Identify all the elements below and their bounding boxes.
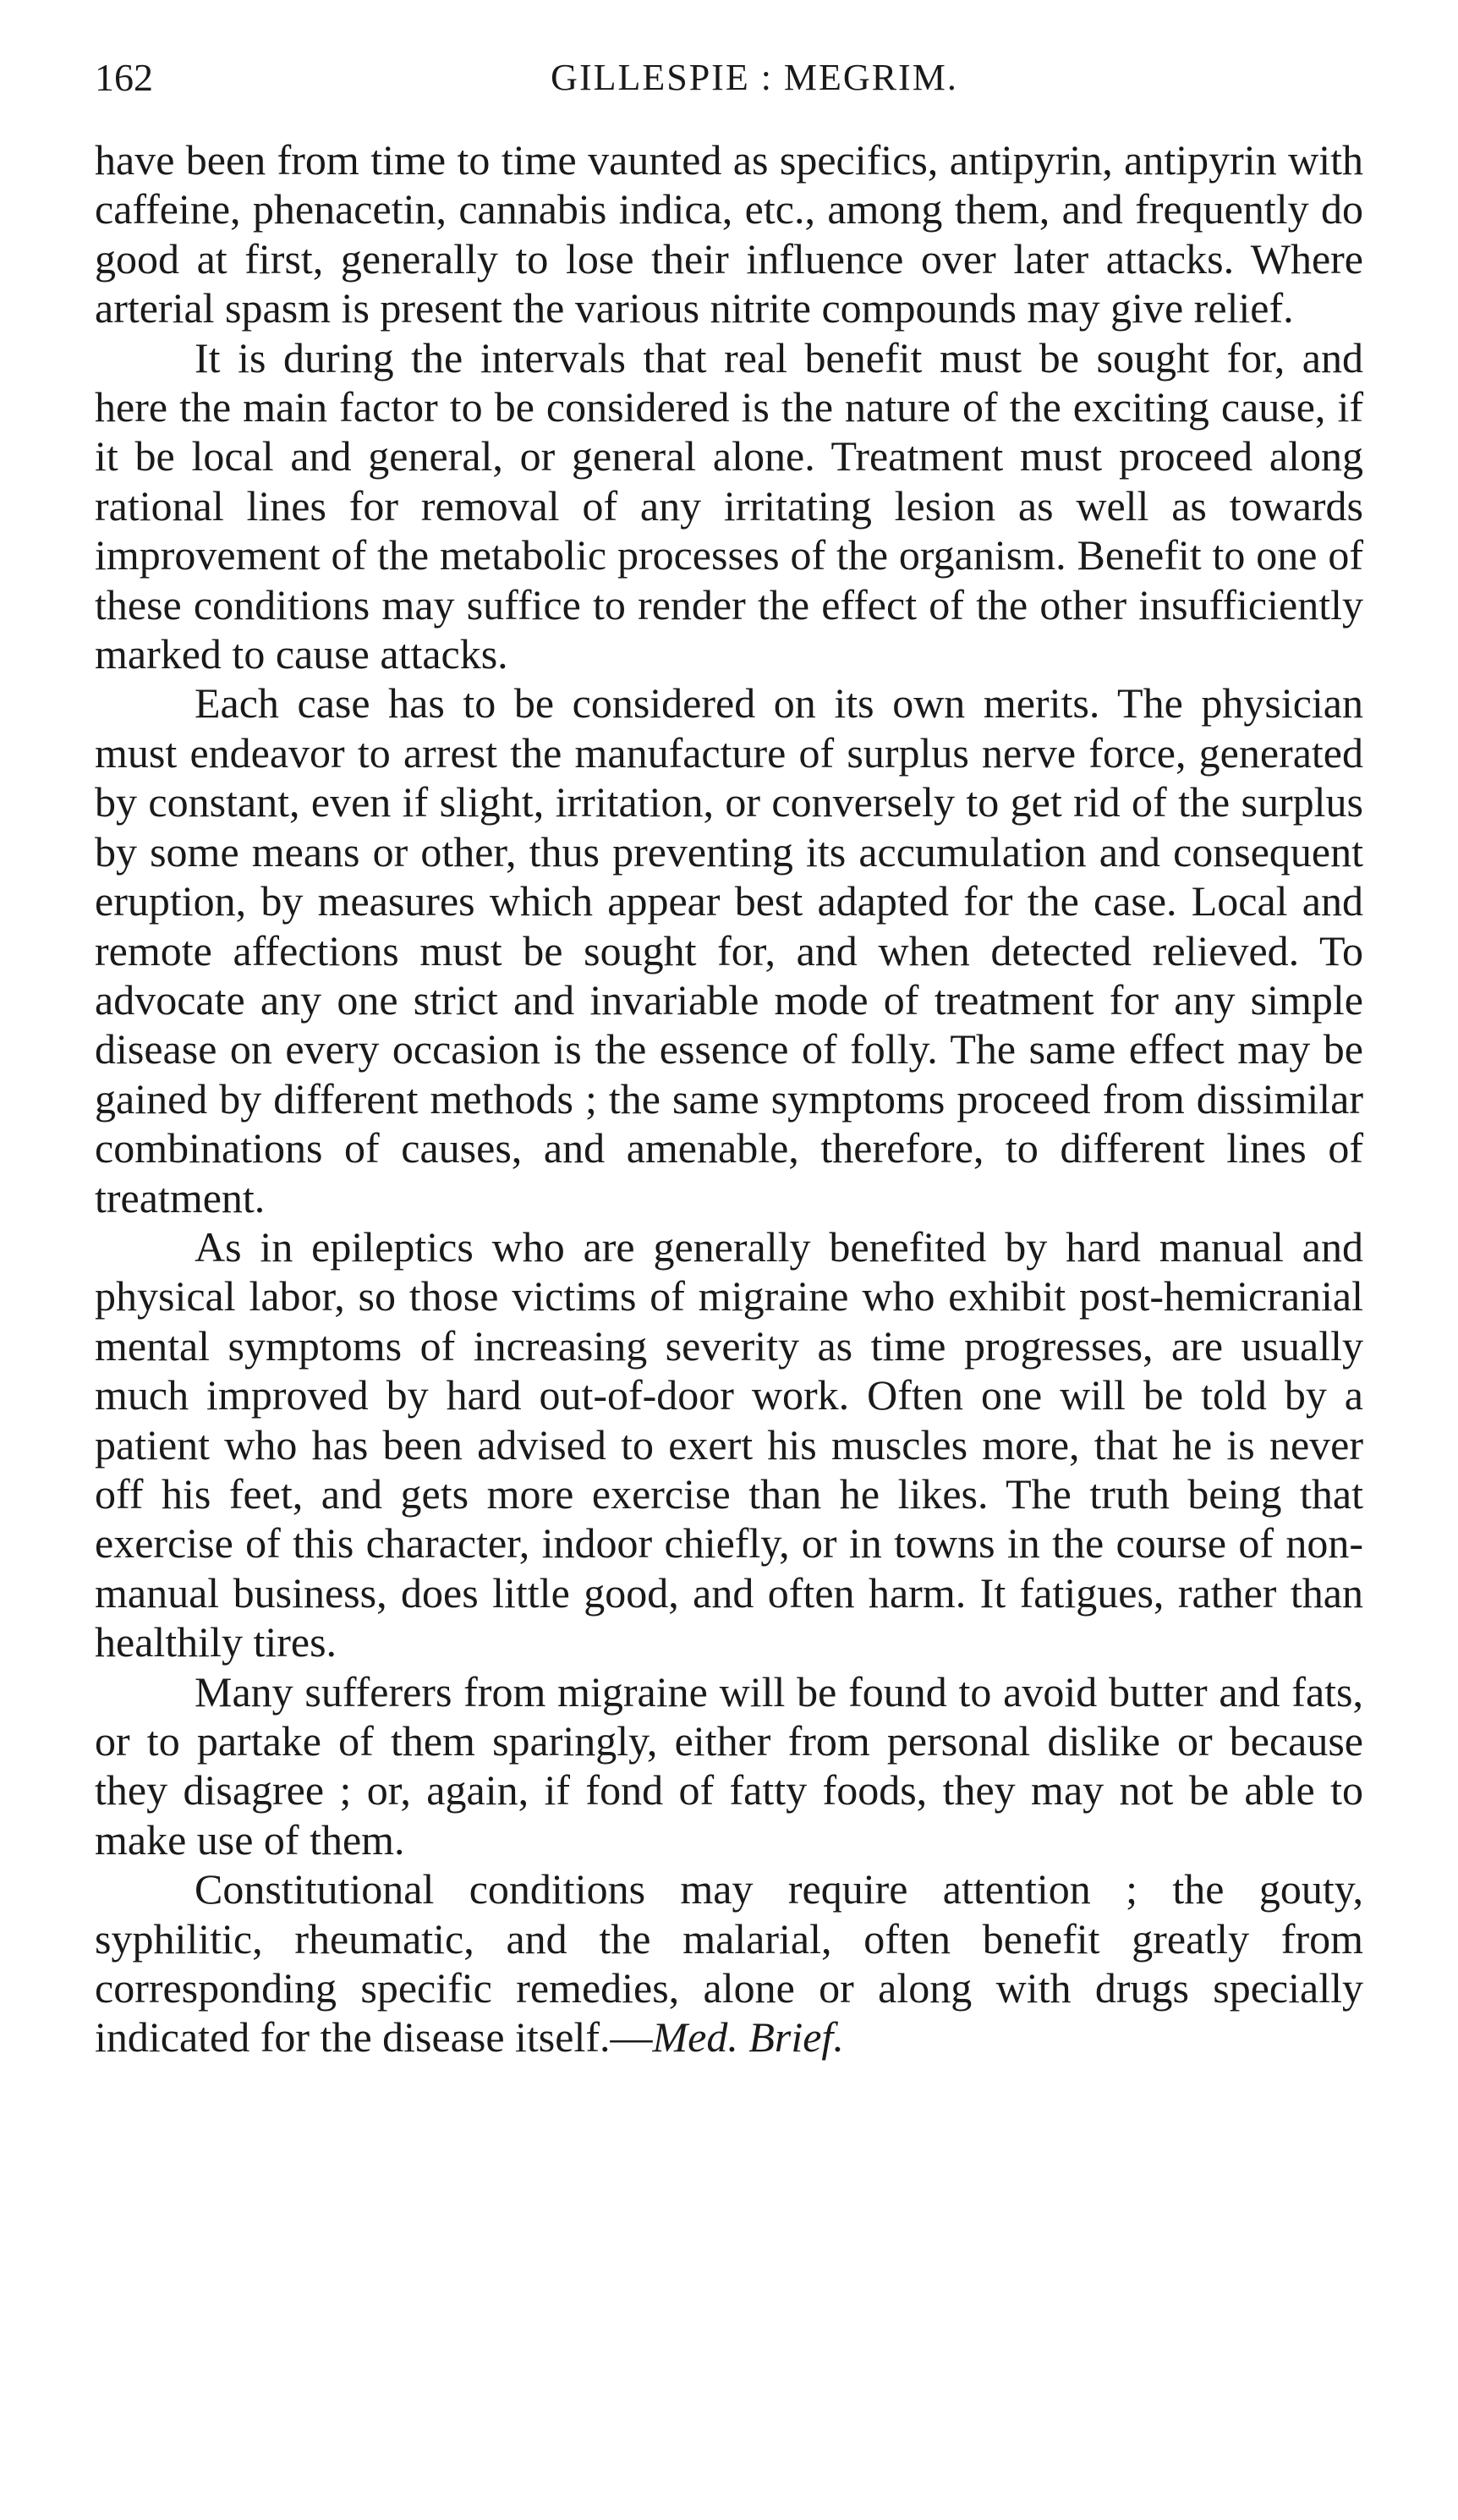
paragraph-butter-fats: Many sufferers from migraine will be found to avoid butter and fats, or to partake of them sparingly, either from personal dislike or because they disagree ; or, again, if fond of fatty foods, they may not be able to make use of them. bbox=[95, 1667, 1363, 1864]
paragraph-constitutional bbox=[95, 1864, 1363, 2062]
paragraph-each-case: Each case has to be considered on its own merits. The physician must endeavor to arrest the manufacture of surplus nerve force, generated by constant, even if slight, irritation, or conversely to get rid of the surplus by some means or other, thus preventing its accumulation and consequent eruption, by measures which appear best adapted for the case. Local and remote affections must be sought for, and when detected relieved. To advocate any one strict and invariable mode of treatment for any simple disease on every occasion is the essence of folly. The same effect may be gained by different methods ; the same symptoms proceed from dissimilar combinations of causes, and amenable, therefore, to different lines of treatment. bbox=[95, 679, 1363, 1222]
paragraph-constitutional-text: Constitutional conditions may require attention ; the gouty, syphilitic, rheumatic, and the malarial, often benefit greatly from corresponding specific remedies, alone or along with drugs specially indicated for the disease itself.— bbox=[95, 1865, 1363, 2062]
paragraph-intervals: It is during the intervals that real benefit must be sought for, and here the main factor to be considered is the nature of the exciting cause, if it be local and general, or general alone. Treatment must proceed along rational lines for removal of any irritating lesion as well as towards improvement of the metabolic processes of the organism. Benefit to one of these conditions may suffice to render the effect of the other insufficiently marked to cause attacks. bbox=[95, 333, 1363, 678]
source-citation: Med. Brief. bbox=[652, 2013, 844, 2062]
running-title: GILLESPIE : MEGRIM. bbox=[551, 57, 958, 98]
running-head bbox=[95, 52, 1363, 103]
paragraph-continued: have been from time to time vaunted as specifics, antipyrin, antipyrin with caffeine, phenacetin, cannabis indica, etc., among them, and frequently do good at first, generally to lose their influence over later attacks. Where arterial spasm is present the various nitrite compounds may give relief. bbox=[95, 136, 1363, 332]
body-text bbox=[95, 135, 1363, 2062]
page-number: 162 bbox=[95, 56, 153, 99]
paragraph-epileptics: As in epileptics who are generally benefited by hard manual and physical labor, so those victims of migraine who exhibit post-hemicranial mental symptoms of increasing severity as time progresses, are usually much improved by hard out-of-door work. Often one will be told by a patient who has been advised to exert his muscles more, that he is never off his feet, and gets more exercise than he likes. The truth being that exercise of this character, indoor chiefly, or in towns in the course of non-manual business, does little good, and often harm. It fatigues, rather than healthily tires. bbox=[95, 1222, 1363, 1666]
